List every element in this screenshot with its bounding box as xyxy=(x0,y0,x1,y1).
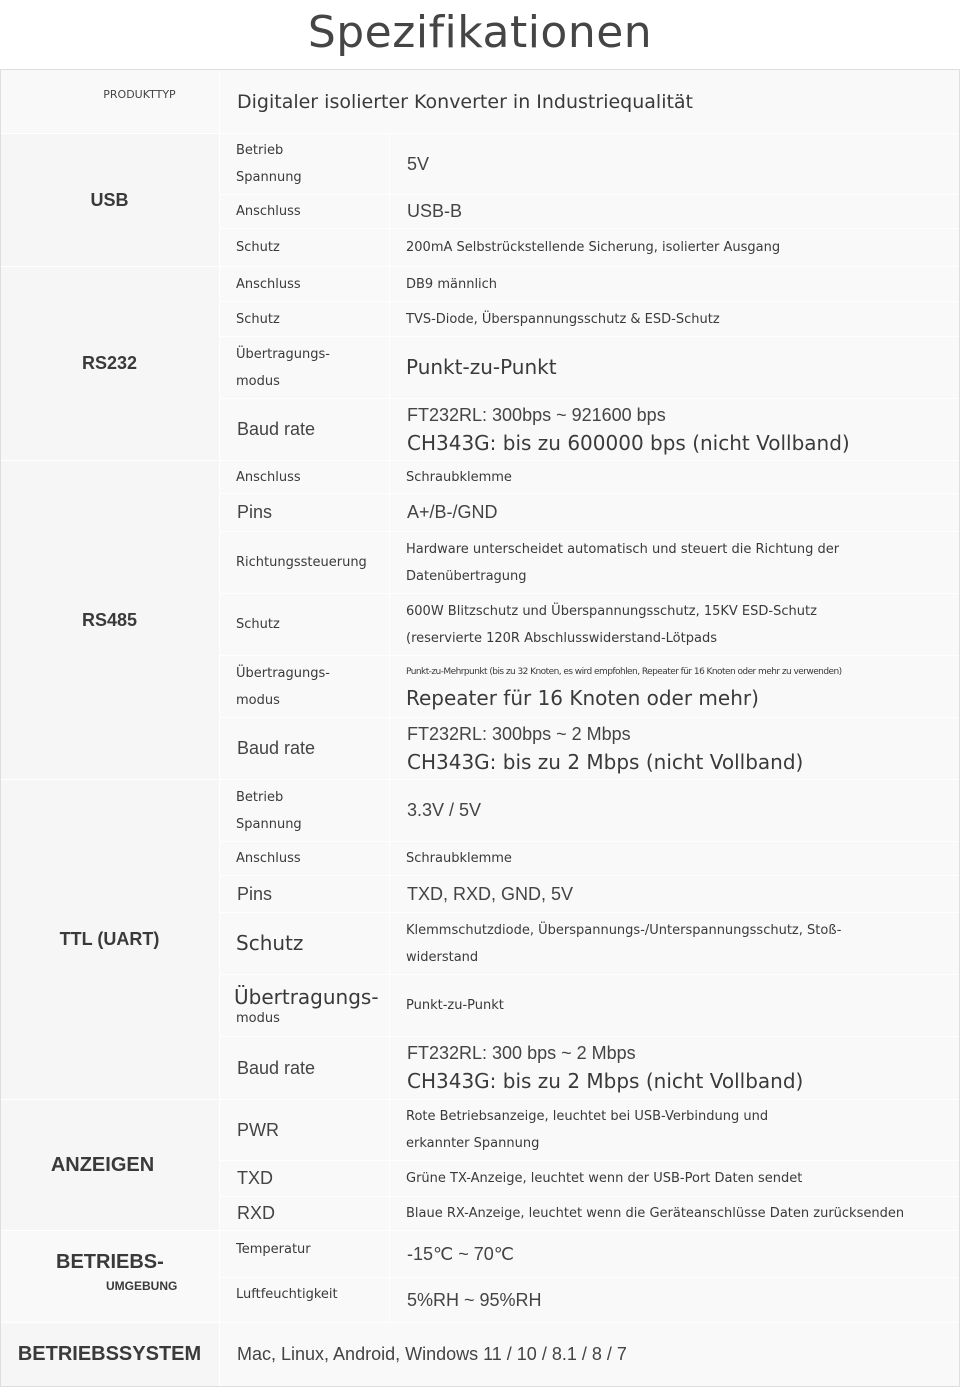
category-ttl: TTL (UART) xyxy=(0,780,219,1099)
rs232-connector-value: DB9 männlich xyxy=(390,267,960,301)
rs232-mode-value: Punkt-zu-Punkt xyxy=(390,337,960,398)
table-bottom-border xyxy=(0,1386,960,1387)
ttl-baud-label: Baud rate xyxy=(220,1037,389,1099)
usb-protection-label: Schutz xyxy=(220,229,389,266)
category-rs485: RS485 xyxy=(0,461,219,779)
environment-temperature-value: -15℃ ~ 70℃ xyxy=(390,1231,960,1277)
rs485-mode-label: Übertragungs- modus xyxy=(220,656,389,717)
category-rs232: RS232 xyxy=(0,267,219,460)
rs232-baud-label: Baud rate xyxy=(220,399,389,460)
environment-humidity-label: Luftfeuchtigkeit xyxy=(220,1278,389,1322)
operating-system-value: Mac, Linux, Android, Windows 11 / 10 / 8.1 / 8 / 7 xyxy=(220,1323,960,1386)
rs485-protection-label: Schutz xyxy=(220,594,389,655)
usb-connector-value: USB-B xyxy=(390,195,960,228)
indicator-txd-value: Grüne TX-Anzeige, leuchtet wenn der USB-Port Daten sendet xyxy=(390,1161,960,1196)
environment-humidity-value: 5%RH ~ 95%RH xyxy=(390,1278,960,1322)
rs485-direction-label: Richtungssteuerung xyxy=(220,532,389,593)
environment-subtitle: UMGEBUNG xyxy=(106,1279,178,1293)
category-operating-system: BETRIEBSSYSTEM xyxy=(0,1323,219,1386)
ttl-voltage-value: 3.3V / 5V xyxy=(390,780,960,841)
ttl-baud-value: FT232RL: 300 bps ~ 2 Mbps CH343G: bis zu 2 Mbps (nicht Vollband) xyxy=(390,1037,960,1099)
page-title: Spezifikationen xyxy=(307,7,653,58)
ttl-pins-value: TXD, RXD, GND, 5V xyxy=(390,876,960,912)
rs232-baud-value: FT232RL: 300bps ~ 921600 bps CH343G: bis zu 600000 bps (nicht Vollband) xyxy=(390,399,960,460)
category-usb: USB xyxy=(0,134,219,266)
product-type-label: PRODUKTTYP xyxy=(103,88,176,101)
rs485-baud-label: Baud rate xyxy=(220,718,389,779)
rs232-connector-label: Anschluss xyxy=(220,267,389,301)
ttl-mode-label: Übertragungs- modus xyxy=(220,975,389,1036)
usb-protection-value: 200mA Selbstrückstellende Sicherung, isolierter Ausgang xyxy=(390,229,960,266)
ttl-protection-label: Schutz xyxy=(220,913,389,974)
indicator-txd-label: TXD xyxy=(220,1161,389,1196)
indicator-pwr-label: PWR xyxy=(220,1100,389,1160)
ttl-pins-label: Pins xyxy=(220,876,389,912)
rs485-connector-label: Anschluss xyxy=(220,461,389,493)
category-environment xyxy=(0,1231,219,1322)
rs232-mode-label: Übertragungs- modus xyxy=(220,337,389,398)
category-indicators: ANZEIGEN xyxy=(0,1100,219,1230)
indicator-rxd-value: Blaue RX-Anzeige, leuchtet wenn die Geräteanschlüsse Daten zurücksenden xyxy=(390,1197,960,1230)
ttl-connector-label: Anschluss xyxy=(220,842,389,875)
rs232-protection-label: Schutz xyxy=(220,302,389,336)
usb-voltage-value: 5V xyxy=(390,134,960,194)
ttl-connector-value: Schraubklemme xyxy=(390,842,960,875)
usb-connector-label: Anschluss xyxy=(220,195,389,228)
ttl-voltage-label: Betrieb Spannung xyxy=(220,780,389,841)
rs485-direction-value: Hardware unterscheidet automatisch und steuert die Richtung der Datenübertragung xyxy=(390,532,960,593)
rs485-mode-value: Punkt-zu-Mehrpunkt (bis zu 32 Knoten, es wird empfohlen, Repeater für 16 Knoten oder mehr zu verwenden) Repeater für 16 Knoten oder mehr) xyxy=(390,656,960,717)
environment-temperature-label: Temperatur xyxy=(220,1231,389,1277)
environment-title: BETRIEBS- xyxy=(56,1251,164,1273)
rs485-pins-label: Pins xyxy=(220,494,389,531)
table-left-border xyxy=(0,69,1,1387)
table-top-border xyxy=(0,69,960,70)
ttl-mode-value: Punkt-zu-Punkt xyxy=(390,975,960,1036)
rs485-pins-value: A+/B-/GND xyxy=(390,494,960,531)
product-type-value: Digitaler isolierter Konverter in Industriequalität xyxy=(220,70,960,133)
ttl-protection-value: Klemmschutzdiode, Überspannungs-/Unterspannungsschutz, Stoß- widerstand xyxy=(390,913,960,974)
rs232-protection-value: TVS-Diode, Überspannungsschutz & ESD-Schutz xyxy=(390,302,960,336)
indicator-pwr-value: Rote Betriebsanzeige, leuchtet bei USB-Verbindung und erkannter Spannung xyxy=(390,1100,960,1160)
usb-voltage-label: Betrieb Spannung xyxy=(220,134,389,194)
rs485-protection-value: 600W Blitzschutz und Überspannungsschutz, 15KV ESD-Schutz (reservierte 120R Abschlusswiderstand-Lötpads xyxy=(390,594,960,655)
indicator-rxd-label: RXD xyxy=(220,1197,389,1230)
rs485-baud-value: FT232RL: 300bps ~ 2 Mbps CH343G: bis zu 2 Mbps (nicht Vollband) xyxy=(390,718,960,779)
product-type-label-cell xyxy=(0,70,219,133)
rs485-connector-value: Schraubklemme xyxy=(390,461,960,493)
